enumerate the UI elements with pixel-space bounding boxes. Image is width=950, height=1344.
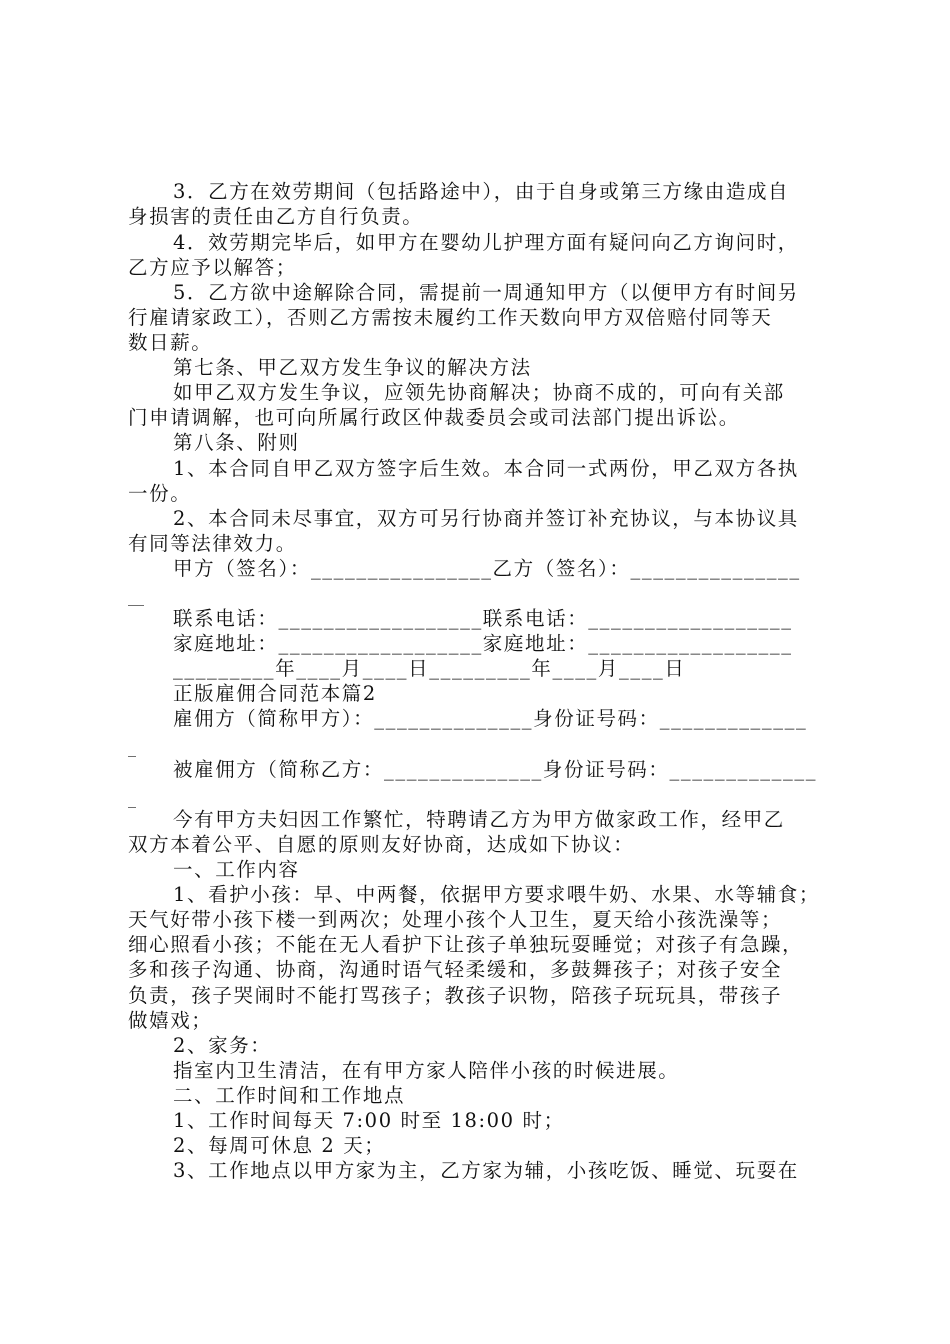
contact-phone-line: 联系电话：__________________联系电话：__________________ [173, 607, 793, 630]
text-line: 负责，孩子哭闹时不能打骂孩子；教孩子识物，陪孩子玩玩具，带孩子 [128, 984, 783, 1007]
signature-line-overflow: __ [128, 587, 144, 606]
text-line: 3、工作地点以甲方家为主，乙方家为辅，小孩吃饭、睡觉、玩耍在 [173, 1159, 799, 1182]
section-heading: 二、工作时间和工作地点 [173, 1084, 406, 1107]
employer-line: 雇佣方（简称甲方）：______________身份证号码：_____________ [173, 707, 808, 730]
employee-line: 被雇佣方（简称乙方：______________身份证号码：_____________ [173, 758, 818, 781]
text-line: 3．乙方在效劳期间（包括路途中），由于自身或第三方缘由造成自 [173, 180, 790, 203]
text-line: 如甲乙双方发生争议，应领先协商解决；协商不成的，可向有关部 [173, 381, 785, 404]
text-line: 多和孩子沟通、协商，沟通时语气轻柔缓和，多鼓舞孩子；对孩子安全 [128, 958, 783, 981]
text-line: 2、每周可休息 2 天； [173, 1134, 386, 1157]
text-line: 双方本着公平、自愿的原则友好协商，达成如下协议： [128, 833, 635, 856]
text-line: 5．乙方欲中途解除合同，需提前一周通知甲方（以便甲方有时间另 [173, 281, 799, 304]
text-line: 数日薪。 [128, 331, 213, 354]
document-title: 正版雇佣合同范本篇2 [173, 682, 377, 705]
text-line: 乙方应予以解答； [128, 256, 297, 279]
text-line: 细心照看小孩；不能在无人看护下让孩子单独玩耍睡觉；对孩子有急躁， [128, 933, 804, 956]
date-line: _________年____月____日_________年____月____日 [173, 657, 686, 680]
text-line: 天气好带小孩下楼一到两次；处理小孩个人卫生，夏天给小孩洗澡等； [128, 908, 783, 931]
text-line: 1、工作时间每天 7:00 时至 18:00 时； [173, 1109, 565, 1132]
home-address-line: 家庭地址：__________________家庭地址：__________________ [173, 632, 793, 655]
section-heading: 第八条、附则 [173, 431, 300, 454]
text-line: 4．效劳期完毕后，如甲方在婴幼儿护理方面有疑问向乙方询问时， [173, 231, 799, 254]
text-line: 行雇请家政工），否则乙方需按未履约工作天数向甲方双倍赔付同等天 [128, 306, 773, 329]
text-line: 一份。 [128, 482, 192, 505]
text-line: 有同等法律效力。 [128, 532, 297, 555]
text-line: 1、本合同自甲乙双方签字后生效。本合同一式两份，甲乙双方各执 [173, 457, 799, 480]
section-heading: 一、工作内容 [173, 858, 300, 881]
text-line: 今有甲方夫妇因工作繁忙，特聘请乙方为甲方做家政工作，经甲乙 [173, 808, 785, 831]
text-line: 2、家务： [173, 1034, 272, 1057]
employer-line-overflow: _ [128, 738, 136, 757]
text-line: 指室内卫生清洁，在有甲方家人陪伴小孩的时候进展。 [173, 1059, 680, 1082]
text-line: 门申请调解，也可向所属行政区仲裁委员会或司法部门提出诉讼。 [128, 406, 740, 429]
signature-line: 甲方（签名）：________________乙方（签名）：_______________ [173, 557, 801, 580]
text-line: 2、本合同未尽事宜，双方可另行协商并签订补充协议，与本协议具 [173, 507, 799, 530]
text-line: 1、看护小孩：早、中两餐，依据甲方要求喂牛奶、水果、水等辅食； [173, 883, 821, 906]
section-heading: 第七条、甲乙双方发生争议的解决方法 [173, 356, 532, 379]
text-line: 做嬉戏； [128, 1009, 213, 1032]
employee-line-overflow: _ [128, 789, 136, 808]
text-line: 身损害的责任由乙方自行负责。 [128, 205, 424, 228]
